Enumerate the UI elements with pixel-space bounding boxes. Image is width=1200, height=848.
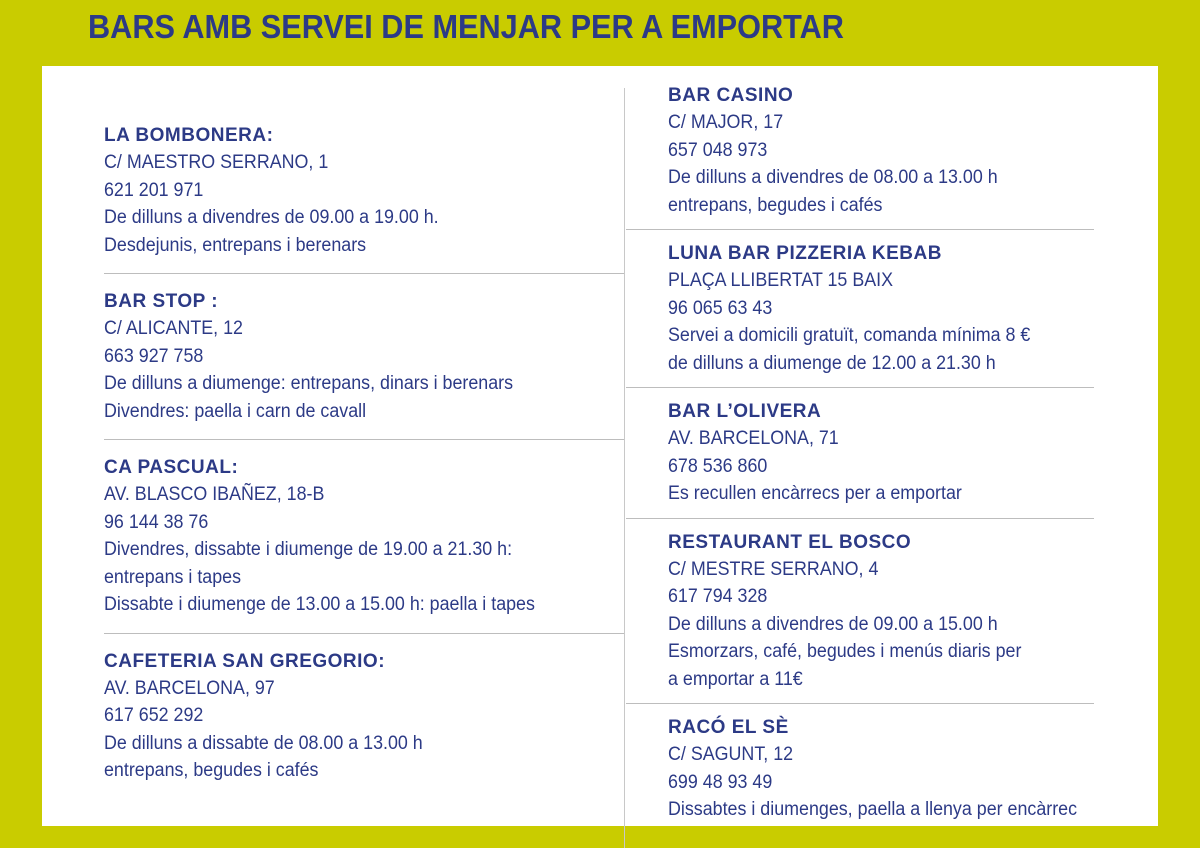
venue-detail-line: De dilluns a diumenge: entrepans, dinars i berenars [104, 373, 514, 394]
venue-name: BAR CASINO [668, 85, 794, 106]
venue-detail-line: 678 536 860 [668, 455, 768, 477]
entry-separator [104, 273, 624, 274]
venue-detail-line: AV. BARCELONA, 97 [104, 677, 275, 699]
listing-panel [42, 66, 1158, 826]
venue-detail-line: Esmorzars, café, begudes i menús diaris per [668, 641, 1022, 662]
entry-separator [104, 633, 624, 634]
venue-entry [626, 529, 1094, 694]
venue-entry [626, 714, 1094, 824]
venue-detail-line: AV. BARCELONA, 71 [668, 428, 839, 449]
venue-name: LA BOMBONERA: [104, 125, 274, 146]
venue-detail-line: De dilluns a divendres de 09.00 a 15.00 h [668, 613, 998, 635]
venue-name: CAFETERIA SAN GREGORIO: [104, 650, 386, 672]
venue-detail-line: 699 48 93 49 [668, 771, 773, 793]
venue-detail-line: 663 927 758 [104, 345, 204, 367]
venue-entry [626, 398, 1094, 508]
venue-detail-line: C/ SAGUNT, 12 [668, 744, 794, 765]
venue-detail-line: C/ MAJOR, 17 [668, 112, 784, 133]
venue-name: CA PASCUAL: [104, 457, 239, 478]
entry-separator [626, 703, 1094, 704]
venue-name: RESTAURANT EL BOSCO [668, 531, 912, 553]
venue-detail-line: 657 048 973 [668, 139, 768, 161]
venue-name: RACÓ EL SÈ [668, 717, 789, 738]
entry-separator [626, 518, 1094, 519]
venue-detail-line: C/ ALICANTE, 12 [104, 318, 243, 339]
venue-detail-line: PLAÇA LLIBERTAT 15 BAIX [668, 270, 894, 291]
venue-detail-line: 621 201 971 [104, 179, 204, 201]
venue-detail-line: Divendres, dissabte i diumenge de 19.00 a 21.30 h: [104, 539, 513, 560]
venue-name: LUNA BAR PIZZERIA KEBAB [668, 243, 942, 264]
venue-detail-line: entrepans, begudes i cafés [668, 194, 883, 216]
venue-detail-line: Desdejunis, entrepans i berenars [104, 234, 367, 256]
venue-entry [626, 82, 1094, 219]
left-column [104, 122, 626, 785]
venue-detail-line: Servei a domicili gratuït, comanda mínima 8 € [668, 325, 1031, 346]
venue-detail-line: AV. BLASCO IBAÑEZ, 18-B [104, 484, 325, 505]
venue-detail-line: a emportar a 11€ [668, 668, 803, 690]
entry-separator [104, 439, 624, 440]
venue-detail-line: C/ MESTRE SERRANO, 4 [668, 558, 879, 580]
entry-separator [626, 229, 1094, 230]
venue-name: BAR STOP : [104, 291, 219, 312]
venue-detail-line: De dilluns a divendres de 08.00 a 13.00 h [668, 167, 998, 188]
venue-detail-line: 617 794 328 [668, 586, 768, 607]
entry-separator [626, 387, 1094, 388]
venue-detail-line: 617 652 292 [104, 705, 204, 726]
venue-detail-line: de dilluns a diumenge de 12.00 a 21.30 h [668, 352, 996, 374]
venue-entry [626, 240, 1094, 377]
venue-entry [104, 454, 626, 619]
venue-detail-line: De dilluns a dissabte de 08.00 a 13.00 h [104, 732, 423, 754]
venue-detail-line: Dissabtes i diumenges, paella a llenya per encàrrec [668, 799, 1078, 820]
venue-entry [104, 288, 626, 425]
venue-detail-line: entrepans, begudes i cafés [104, 760, 319, 781]
page-title: BARS AMB SERVEI DE MENJAR PER A EMPORTAR [88, 8, 844, 45]
venue-entry [104, 122, 626, 259]
venue-entry [104, 648, 626, 785]
venue-detail-line: 96 065 63 43 [668, 297, 773, 319]
venue-detail-line: Divendres: paella i carn de cavall [104, 400, 367, 422]
right-column [626, 82, 1094, 824]
venue-detail-line: entrepans i tapes [104, 566, 242, 588]
venue-detail-line: 96 144 38 76 [104, 511, 209, 533]
venue-detail-line: De dilluns a divendres de 09.00 a 19.00 h. [104, 207, 439, 228]
venue-detail-line: C/ MAESTRO SERRANO, 1 [104, 152, 329, 173]
venue-name: BAR L’OLIVERA [668, 401, 822, 422]
venue-detail-line: Es recullen encàrrecs per a emportar [668, 483, 962, 504]
venue-detail-line: Dissabte i diumenge de 13.00 a 15.00 h: paella i tapes [104, 594, 535, 615]
